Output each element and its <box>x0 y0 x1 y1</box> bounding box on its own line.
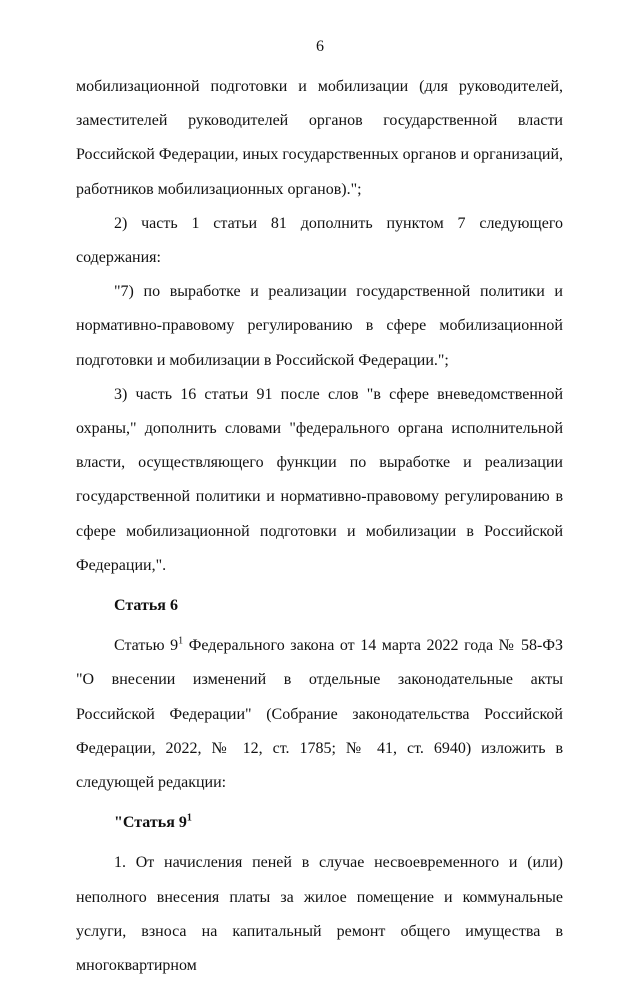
article-9-1-heading-text: "Статья 9 <box>114 814 187 832</box>
superscript: 1 <box>178 635 184 647</box>
article-9-1-heading <box>76 806 563 840</box>
page-number: 6 <box>316 38 324 55</box>
article-6-heading: Статья 6 <box>114 597 178 615</box>
article-6-text-start: Статью 9 <box>114 637 179 655</box>
paragraph-item-2: 2) часть 1 статьи 81 дополнить пунктом 7 следующего содержания: <box>76 214 563 267</box>
superscript: 1 <box>186 812 192 824</box>
paragraph-quote-7: "7) по выработке и реализации государственной политики и нормативно-правовому регулированию в сфере мобилизационной подготовки и мобилизации в Российской Федерации."; <box>76 283 563 369</box>
paragraph-article-6-text <box>76 629 563 800</box>
paragraph-continuation: мобилизационной подготовки и мобилизации (для руководителей, заместителей руководителей органов государственной власти Российской Федерации, иных государственных органов и организаций, работников мобилизационных органов)."; <box>76 78 563 198</box>
paragraph-item-3: 3) часть 16 статьи 91 после слов "в сфере вневедомственной охраны," дополнить словами "федерального органа исполнительной власти, осуществляющего функции по выработке и реализации государственной политики и нормативно-правовому регулированию в сфере мобилизационной подготовки и мобилизации в Российской Федерации,". <box>76 385 563 574</box>
paragraph-article-9-1-item-1: 1. От начисления пеней в случае несвоевременного и (или) неполного внесения платы за жилое помещение и коммунальные услуги, взноса на капитальный ремонт общего имущества в многоквартирном <box>76 854 563 975</box>
article-6-text-rest: Федерального закона от 14 марта 2022 года № 58-ФЗ "О внесении изменений в отдельные законодательные акты Российской Федерации" (Собрание законодательства Российской Федерации, 2022, № 12, ст. 1785; № 41, ст. 6940) изложить в следующей редакции: <box>76 637 563 792</box>
document-body <box>76 70 563 983</box>
